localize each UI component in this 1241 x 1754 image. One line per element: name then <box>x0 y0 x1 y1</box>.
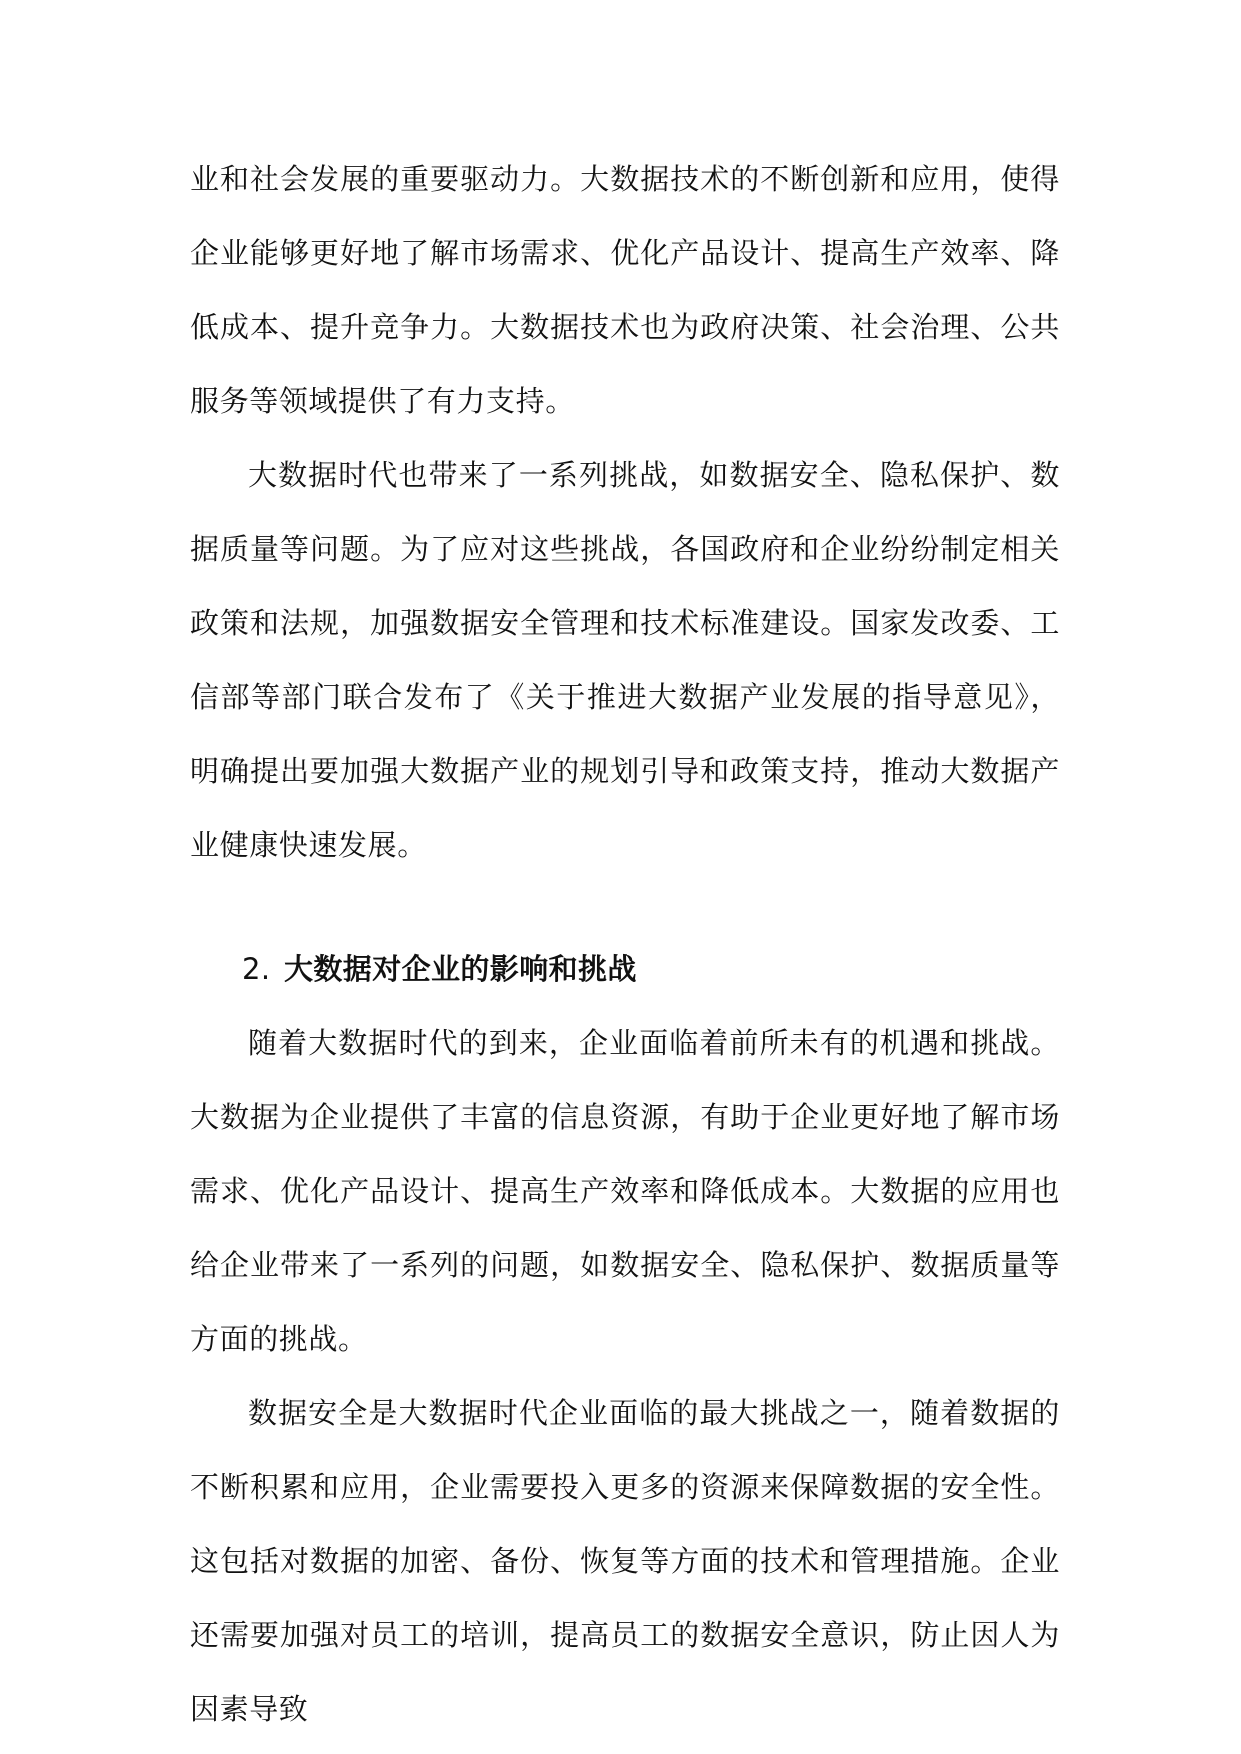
page-content <box>190 142 1060 1746</box>
paragraph-continuation: 业和社会发展的重要驱动力。大数据技术的不断创新和应用，使得企业能够更好地了解市场需求、优化产品设计、提高生产效率、降低成本、提升竞争力。大数据技术也为政府决策、社会治理、公共服务等领域提供了有力支持。 <box>190 162 1060 418</box>
section-title: 大数据对企业的影响和挑战 <box>284 952 637 986</box>
section-number: 2. <box>242 952 271 986</box>
section-heading <box>190 932 1060 1006</box>
paragraph-challenges: 大数据时代也带来了一系列挑战，如数据安全、隐私保护、数据质量等问题。为了应对这些挑战，各国政府和企业纷纷制定相关政策和法规，加强数据安全管理和技术标准建设。国家发改委、工信部等部门联合发布了《关于推进大数据产业发展的指导意见》，明确提出要加强大数据产业的规划引导和政策支持，推动大数据产业健康快速发展。 <box>190 458 1060 862</box>
paragraph-data-security: 数据安全是大数据时代企业面临的最大挑战之一，随着数据的不断积累和应用，企业需要投入更多的资源来保障数据的安全性。这包括对数据的加密、备份、恢复等方面的技术和管理措施。企业还需要加强对员工的培训，提高员工的数据安全意识，防止因人为因素导致 <box>190 1396 1060 1726</box>
paragraph-opportunities: 随着大数据时代的到来，企业面临着前所未有的机遇和挑战。大数据为企业提供了丰富的信息资源，有助于企业更好地了解市场需求、优化产品设计、提高生产效率和降低成本。大数据的应用也给企业带来了一系列的问题，如数据安全、隐私保护、数据质量等方面的挑战。 <box>190 1026 1060 1356</box>
